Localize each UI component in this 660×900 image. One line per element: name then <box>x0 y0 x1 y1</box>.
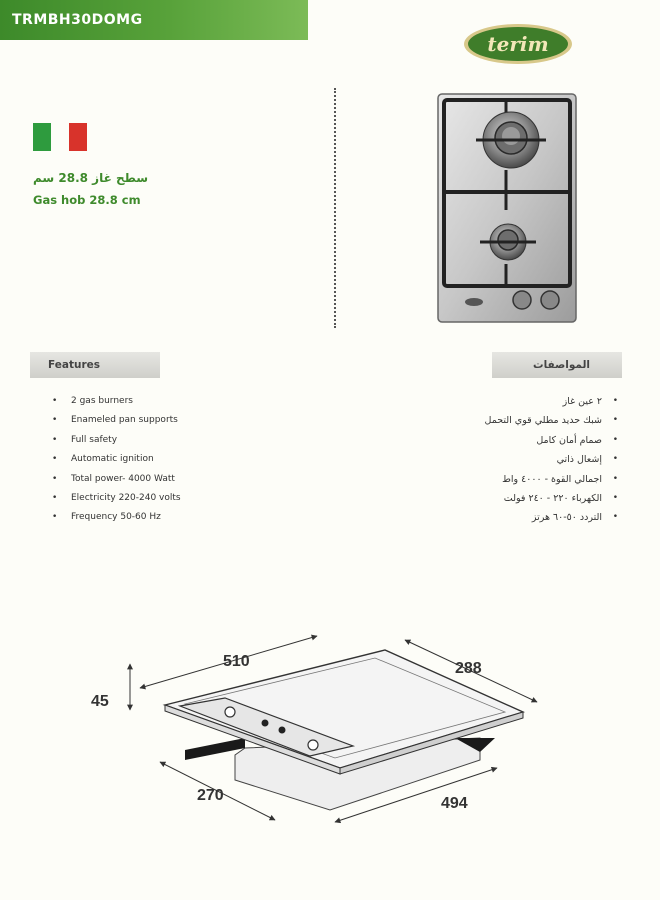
width-dimension-label: 510 <box>223 653 250 670</box>
features-header-english: Features <box>30 352 160 378</box>
list-item: • Total power- 4000 Watt <box>52 473 175 484</box>
cutout-width-dimension-label: 494 <box>441 795 468 812</box>
list-item: • اجمالي القوة - ٤٠٠٠ واط <box>502 473 618 485</box>
list-item: • إشعال ذاتي <box>556 454 618 466</box>
features-list-arabic <box>485 396 618 532</box>
brand-logo-text: terim <box>487 32 549 56</box>
list-item: • 2 gas burners <box>52 396 133 406</box>
list-item: • Frequency 50-60 Hz <box>52 512 161 523</box>
cutout-depth-dimension-label: 270 <box>197 787 224 804</box>
dotted-divider <box>334 88 336 328</box>
flag-red-stripe <box>69 123 87 151</box>
brand-logo <box>462 22 574 66</box>
list-item: • Automatic ignition <box>52 454 154 465</box>
list-item: • Electricity 220-240 volts <box>52 492 181 503</box>
height-dimension-label: 45 <box>91 693 109 710</box>
list-item: • التردد ٥٠-٦٠ هرتز <box>531 512 618 524</box>
list-item: • شبك حديد مطلي قوي التحمل <box>484 415 618 427</box>
dimension-diagram <box>85 620 555 835</box>
list-item: • Enameled pan supports <box>52 415 178 426</box>
flag-white-stripe <box>51 123 69 151</box>
list-item: • صمام أمان كامل <box>536 434 618 446</box>
features-header-arabic: المواصفات <box>492 352 622 378</box>
product-photo <box>436 92 578 324</box>
features-list-english <box>52 396 181 532</box>
model-banner <box>0 0 308 40</box>
list-item: • Full safety <box>52 434 118 445</box>
list-item: • الكهرباء ٢٢٠ - ٢٤٠ فولت <box>503 492 618 504</box>
depth-dimension-label: 288 <box>455 660 482 677</box>
product-title-english: Gas hob 28.8 cm <box>33 193 141 207</box>
list-item: • ٢ عين غاز <box>562 396 618 407</box>
flag-green-stripe <box>33 123 51 151</box>
model-code: TRMBH30DOMG <box>12 12 143 28</box>
italy-flag <box>33 123 87 151</box>
product-title-arabic: سطح غاز 28.8 سم <box>33 171 149 185</box>
